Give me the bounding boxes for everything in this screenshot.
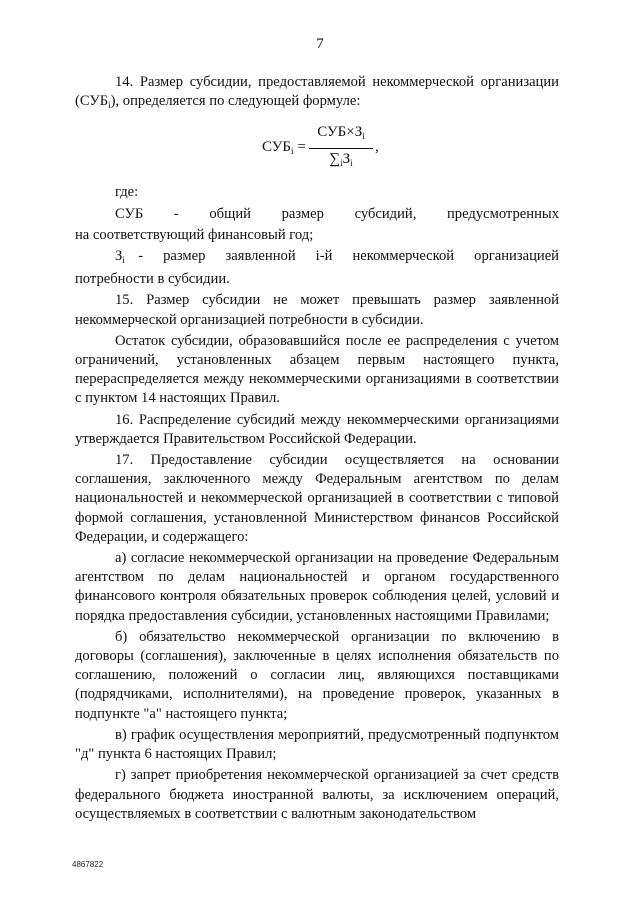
subsidy-formula bbox=[75, 117, 559, 175]
formula-comma: , bbox=[375, 139, 379, 156]
formula-fraction bbox=[309, 123, 373, 172]
formula-lhs-subscript: i bbox=[291, 146, 294, 157]
formula-sum-subscript: i bbox=[340, 157, 343, 168]
definition-z-subscript: i bbox=[122, 255, 125, 266]
formula-equals: = bbox=[297, 139, 306, 156]
document-body bbox=[75, 73, 563, 826]
definition-sub-tail: на соответствующий финансовый год; bbox=[75, 226, 314, 243]
formula-denominator bbox=[309, 149, 373, 173]
definition-z-text: - размер заявленной i-й некоммерческой организацией потребности в субсидии. bbox=[75, 248, 563, 288]
formula-numerator bbox=[309, 123, 373, 148]
formula-lhs bbox=[262, 138, 306, 161]
formula-sum-symbol: ∑ bbox=[329, 150, 341, 167]
paragraph-14-tail: ), определяется по следующей формуле: bbox=[110, 93, 361, 110]
formula-numerator-main: СУБ×З bbox=[317, 124, 363, 141]
definition-z-main: З bbox=[115, 248, 123, 265]
subpoint-a: а) согласие некоммерческой организации на проведение Федеральным агентством по делам национальностей и органом государственного финансового контроля обязательных проверок соблюдения целей, условий и порядка предоставления субсидии, установленных настоящими Правилами; bbox=[75, 550, 559, 624]
paragraph-14-text: 14. Размер субсидии, предоставляемой некоммерческой организации (СУБ bbox=[75, 74, 559, 110]
paragraph-14-subscript: i bbox=[108, 100, 111, 111]
subpoint-b: б) обязательство некоммерческой организации по включению в договоры (соглашения), заключенные в целях исполнения обязательств по соглашению, положений о согласии лиц, являющихся поставщиками (подрядчиками, исполнителями), на проведение проверок, указанных в подпункте "а" настоящего пункта; bbox=[75, 628, 559, 722]
where-label: где: bbox=[115, 184, 139, 201]
paragraph-15: 15. Размер субсидии не может превышать размер заявленной некоммерческой организацией потребности в субсидии. bbox=[75, 292, 559, 328]
subpoint-g: г) запрет приобретения некоммерческой организацией за счет средств федерального бюджета иностранной валюты, за исключением операций, осуществляемых в соответствии с валютным законодательством bbox=[75, 767, 559, 822]
subpoint-v: в) график осуществления мероприятий, предусмотренный подпунктом "д" пункта 6 настоящих Правил; bbox=[75, 726, 559, 763]
formula-denominator-main: З bbox=[342, 150, 351, 167]
paragraph-14 bbox=[75, 73, 559, 115]
formula-denominator-subscript: i bbox=[350, 157, 353, 168]
document-code: 4867822 bbox=[72, 860, 104, 869]
definition-sub-head: СУБ - общий размер субсидий, предусмотренных bbox=[115, 205, 559, 222]
formula-numerator-subscript: i bbox=[362, 131, 365, 142]
formula-lhs-main: СУБ bbox=[262, 139, 292, 156]
paragraph-17: 17. Предоставление субсидии осуществляется на основании соглашения, заключенного между Федеральным агентством по делам национальностей и некоммерческой организацией в соответствии с типовой формой соглашения, установленной Министерством финансов Российской Федерации, и содержащего: bbox=[75, 452, 559, 545]
definition-z bbox=[75, 247, 563, 289]
paragraph-16: 16. Распределение субсидий между некоммерческими организациями утверждается Правительством Российской Федерации. bbox=[75, 411, 559, 447]
paragraph-15-remainder: Остаток субсидии, образовавшийся после ее распределения с учетом ограничений, установленных абзацем первым настоящего пункта, перераспределяется между некоммерческими организациями в соответствии с пунктом 14 настоящих Правил. bbox=[75, 332, 559, 407]
page-number: 7 bbox=[316, 36, 324, 52]
